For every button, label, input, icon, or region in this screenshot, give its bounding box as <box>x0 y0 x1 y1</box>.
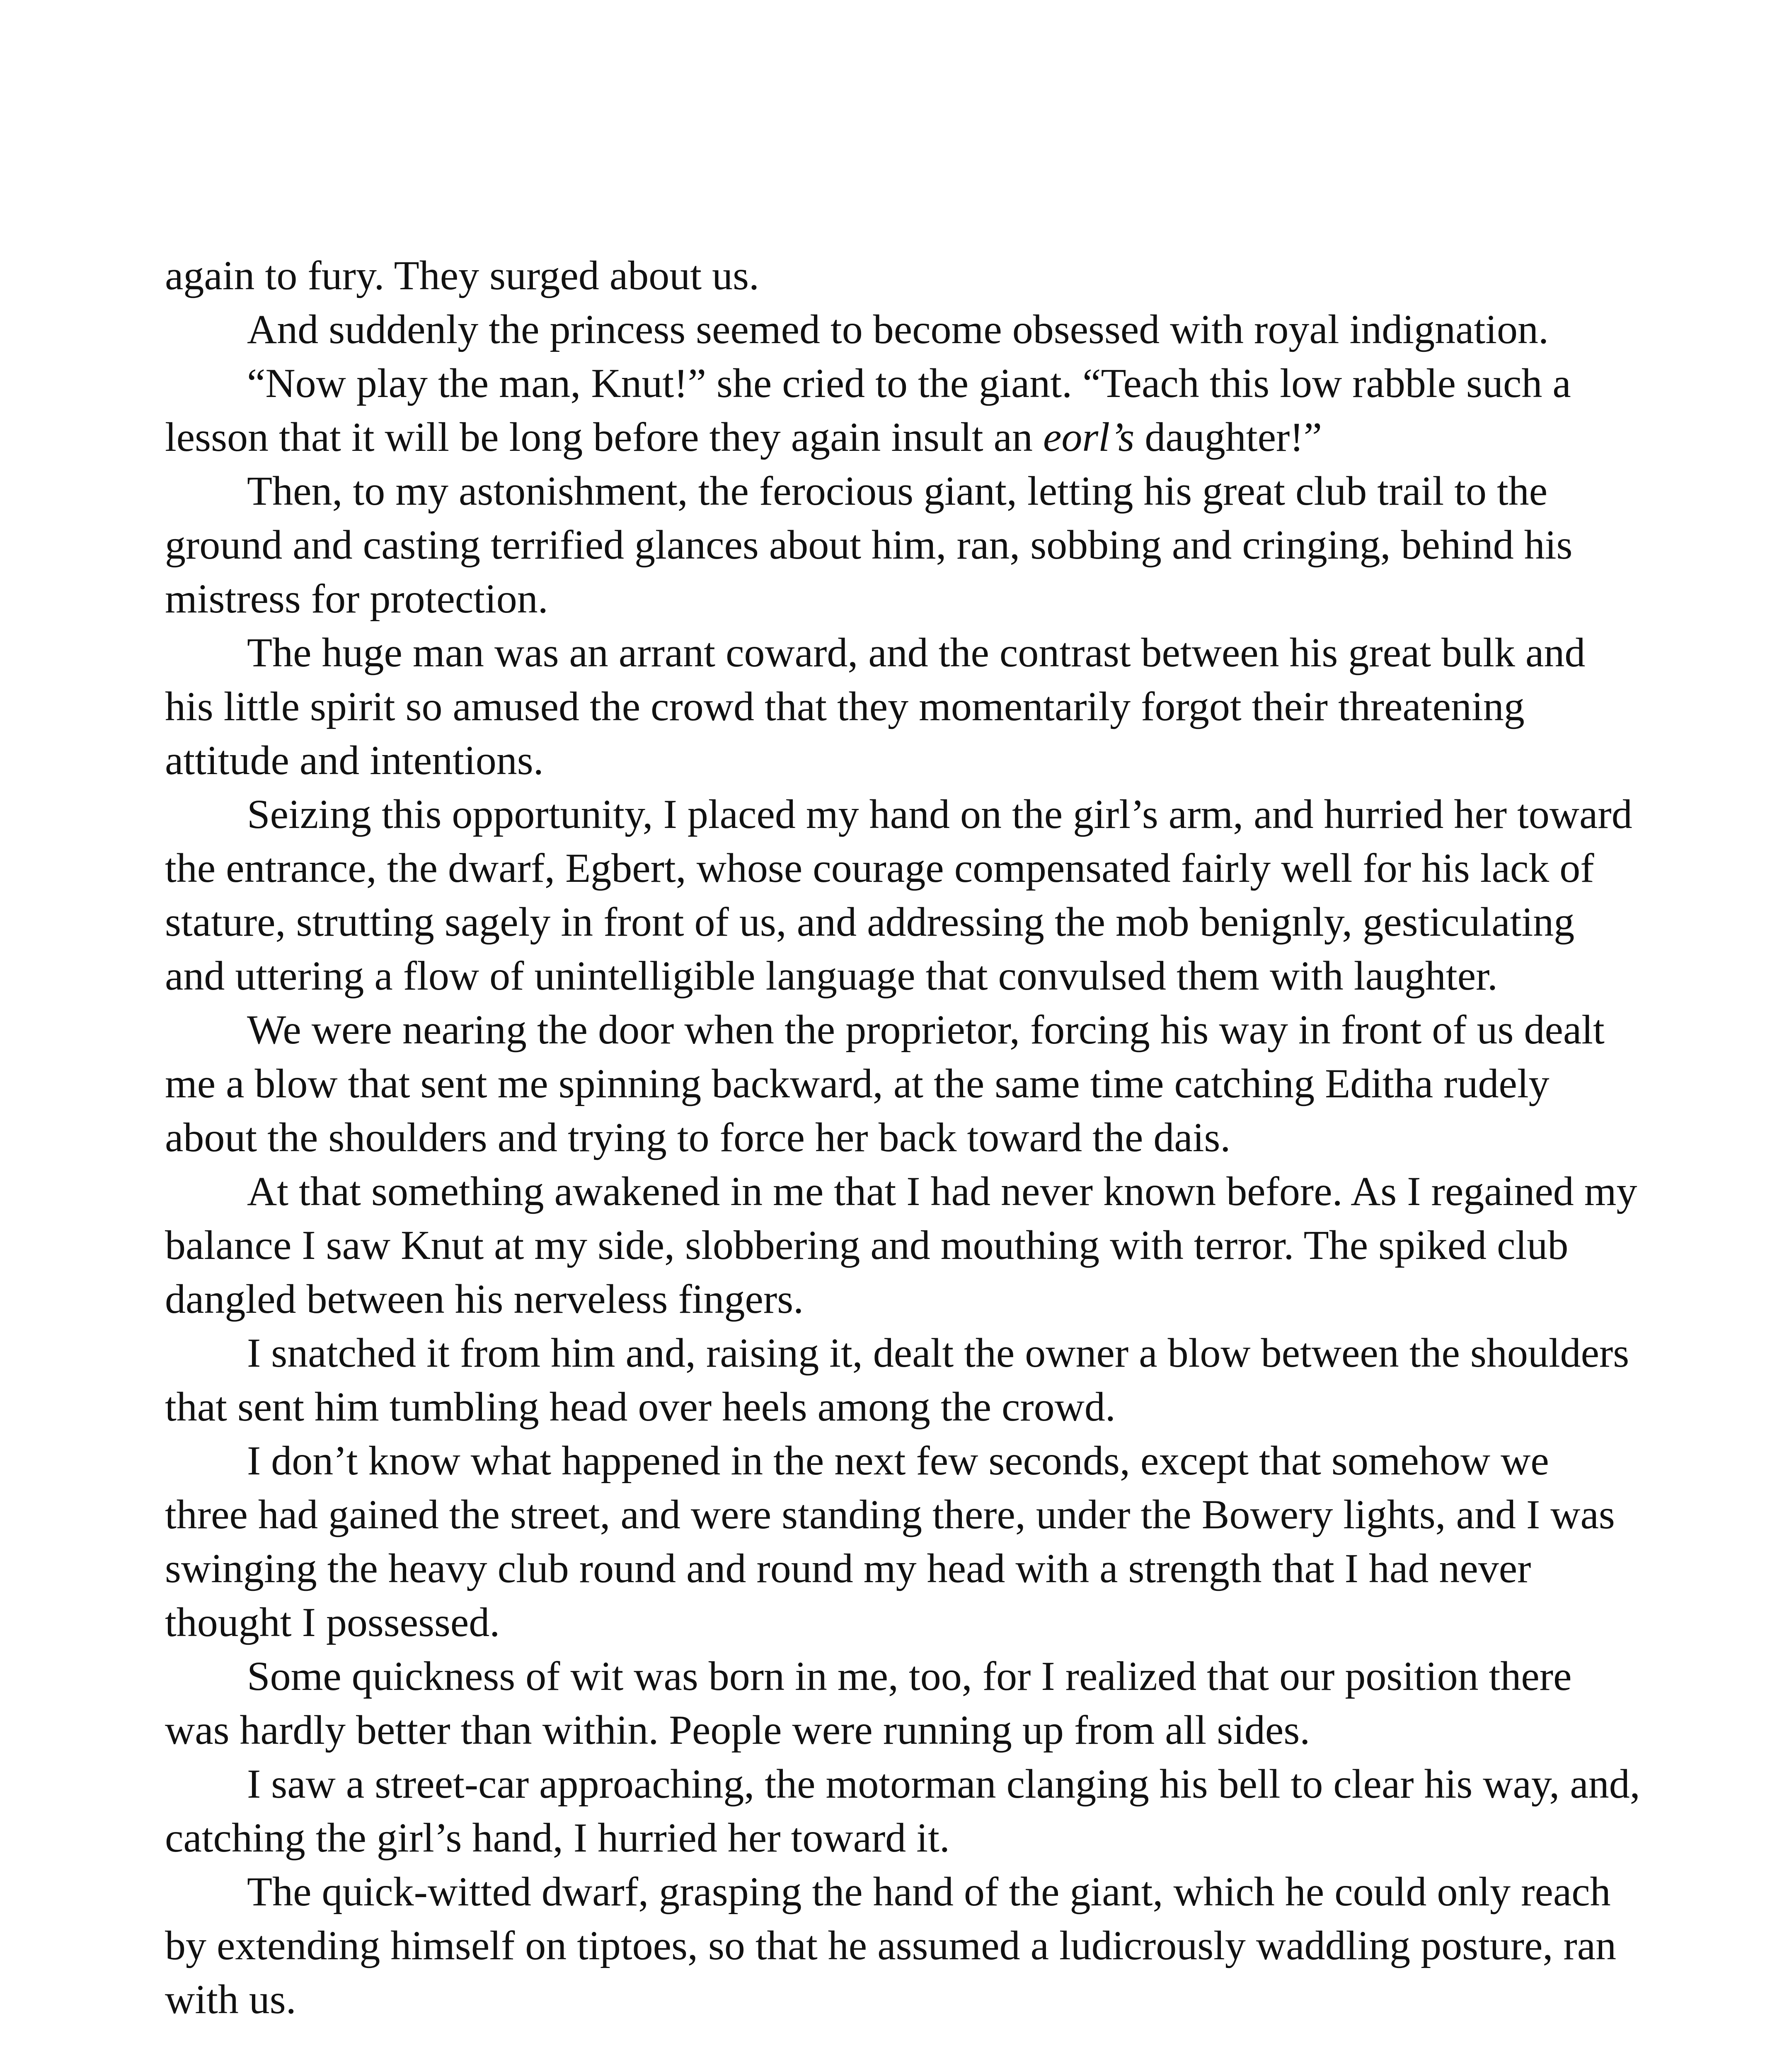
paragraph-text: daughter!” <box>1134 414 1322 460</box>
paragraph: The quick-witted dwarf, grasping the hand of the giant, which he could only reach by extending himself on tiptoes, so that he assumed a ludicrously waddling posture, ran with us. <box>165 1869 1617 2022</box>
paragraph: Then, to my astonishment, the ferocious giant, letting his great club trail to the ground and casting terrified glances about him, ran, sobbing and cringing, behind his mistress for protection. <box>165 468 1573 622</box>
body-text <box>165 249 1640 2026</box>
paragraph: I snatched it from him and, raising it, dealt the owner a blow between the shoulders that sent him tumbling head over heels among the crowd. <box>165 1330 1629 1430</box>
paragraph: Seizing this opportunity, I placed my hand on the girl’s arm, and hurried her toward the entrance, the dwarf, Egbert, whose courage compensated fairly well for his lack of stature, strutting sagely in front of us, and addressing the mob benignly, gesticulating and uttering a flow of unintelligible language that convulsed them with laughter. <box>165 791 1632 999</box>
paragraph: At that something awakened in me that I had never known before. As I regained my balance I saw Knut at my side, slobbering and mouthing with terror. The spiked club dangled between his nerveless fingers. <box>165 1168 1637 1322</box>
italic-word: eorl’s <box>1043 414 1135 460</box>
paragraph: And suddenly the princess seemed to become obsessed with royal indignation. <box>247 306 1549 352</box>
paragraph: again to fury. They surged about us. <box>165 252 759 298</box>
paragraph: I saw a street-car approaching, the motorman clanging his bell to clear his way, and, catching the girl’s hand, I hurried her toward it. <box>165 1761 1640 1861</box>
paragraph <box>165 356 1640 464</box>
paragraph: Some quickness of wit was born in me, too, for I realized that our position there was hardly better than within. People were running up from all sides. <box>165 1653 1572 1753</box>
paragraph-text: “Now play the man, Knut!” she cried to the giant. “Teach this low rabble such a lesson that it will be long before they again insult an <box>165 360 1571 460</box>
paragraph: The huge man was an arrant coward, and the contrast between his great bulk and his little spirit so amused the crowd that they momentarily forgot their threatening attitude and intentions. <box>165 629 1586 783</box>
paragraph: I don’t know what happened in the next few seconds, except that somehow we three had gained the street, and were standing there, under the Bowery lights, and I was swinging the heavy club round and round my head with a strength that I had never thought I possessed. <box>165 1438 1615 1645</box>
paragraph: We were nearing the door when the proprietor, forcing his way in front of us dealt me a blow that sent me spinning backward, at the same time catching Editha rudely about the shoulders and trying to force her back toward the dais. <box>165 1007 1605 1160</box>
